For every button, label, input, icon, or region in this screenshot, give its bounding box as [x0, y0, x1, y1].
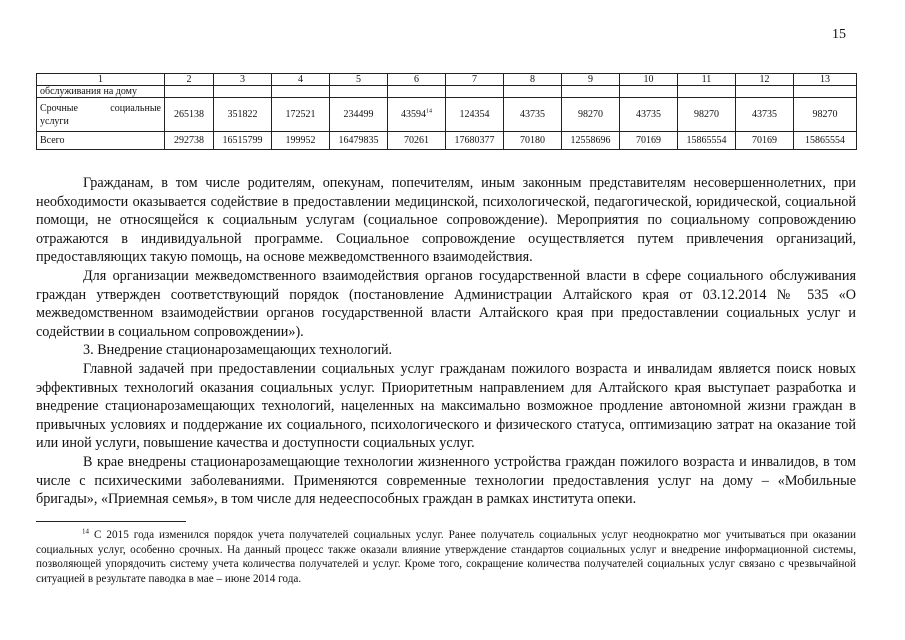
table-cell: 15865554 — [678, 132, 736, 150]
footnote-marker: 14 — [82, 527, 89, 536]
table-cell: 234499 — [330, 98, 388, 132]
column-number: 1 — [37, 74, 165, 86]
table-cell: 70169 — [736, 132, 794, 150]
column-number: 8 — [504, 74, 562, 86]
table-cell: 16515799 — [214, 132, 272, 150]
paragraph: Для организации межведомственного взаимодействия органов государственной власти в сфере социального обслуживания граждан утвержден соответствующий порядок (постановление Администрации Алтайского края от 03.12.2014 № 535 «О межведомственном взаимодействии органов государственной власти Алтайского края при предоставлении социальных услуг и содействии в социальном сопровождении»). — [36, 267, 856, 340]
table-cell: 98270 — [794, 98, 857, 132]
table-section-row — [37, 86, 857, 98]
table-cell: 351822 — [214, 98, 272, 132]
table-cell: 172521 — [272, 98, 330, 132]
table-cell: 15865554 — [794, 132, 857, 150]
table-cell: 199952 — [272, 132, 330, 150]
table-cell: 16479835 — [330, 132, 388, 150]
column-number: 11 — [678, 74, 736, 86]
table-row — [37, 98, 857, 132]
table-cell: 292738 — [165, 132, 214, 150]
column-number: 13 — [794, 74, 857, 86]
column-number: 6 — [388, 74, 446, 86]
table-cell-with-footnote — [388, 98, 446, 132]
table-cell: 17680377 — [446, 132, 504, 150]
table-cell: 98270 — [678, 98, 736, 132]
table-header-row — [37, 74, 857, 86]
table-cell: 98270 — [562, 98, 620, 132]
footnote-ref: 14 — [426, 108, 432, 115]
table-cell: 70169 — [620, 132, 678, 150]
column-number: 12 — [736, 74, 794, 86]
table-cell: 124354 — [446, 98, 504, 132]
footnote-divider — [36, 521, 186, 522]
row-label: Всего — [37, 132, 165, 150]
statistics-table — [36, 73, 857, 150]
column-number: 3 — [214, 74, 272, 86]
table-cell: 70180 — [504, 132, 562, 150]
table-cell: 43735 — [736, 98, 794, 132]
section-heading: 3. Внедрение стационарозамещающих технологий. — [83, 342, 393, 359]
paragraph: Гражданам, в том числе родителям, опекунам, попечителям, иным законным представителям несовершеннолетних, при необходимости оказывается содействие в предоставлении медицинской, психологической, педагогической, юридической, социальной помощи, не относящейся к социальным услугам (социальное сопровождение). Мероприятия по социальному сопровождению отражаются в индивидуальной программе. Социальное сопровождение осуществляется путем привлечения организаций, предоставляющих такую помощь, на основе межведомственного взаимодействия. — [36, 175, 856, 266]
column-number: 7 — [446, 74, 504, 86]
table-cell: 43735 — [620, 98, 678, 132]
table-cell: 43735 — [504, 98, 562, 132]
column-number: 4 — [272, 74, 330, 86]
row-label — [37, 98, 165, 132]
table-cell: 70261 — [388, 132, 446, 150]
page-number: 15 — [832, 27, 846, 42]
column-number: 10 — [620, 74, 678, 86]
table-row — [37, 132, 857, 150]
row-label-text: Срочные социальные услуги — [40, 102, 161, 127]
paragraph: В крае внедрены стационарозамещающие технологии жизненного устройства граждан пожилого возраста и инвалидов, в том числе с психическими заболеваниями. Применяются современные технологии предоставления услуг на дому – «Мобильные бригады», «Приемная семья», в том числе для недееспособных граждан в рамках института опеки. — [36, 453, 856, 508]
footnote — [36, 528, 856, 586]
body-text — [36, 174, 856, 509]
table-cell: 12558696 — [562, 132, 620, 150]
column-number: 2 — [165, 74, 214, 86]
paragraph: Главной задачей при предоставлении социальных услуг гражданам пожилого возраста и инвалидам является поиск новых эффективных технологий оказания социальных услуг. Приоритетным направлением для Алтайского края выступает разработка и внедрение стационарозамещающих технологий, нацеленных на максимально возможное продление автономной жизни граждан в привычных условиях и поддержание их социального, психологического и физического статуса, оптимизацию затрат на оказание той или иной услуги, повышение качества и доступности социальных услуг. — [36, 360, 856, 452]
section-label: обслуживания на дому — [37, 86, 165, 98]
cell-value: 43594 — [401, 109, 426, 120]
column-number: 5 — [330, 74, 388, 86]
footnote-text: С 2015 года изменился порядок учета получателей социальных услуг. Ранее получатель социальных услуг неоднократно мог учитываться при оказании социальных услуг, особенно срочных. На данный процесс также оказали влияние утверждение стандартов социальных услуг и внедрение информационной системы, позволяющей упорядочить систему учета количества получателей и услуг. Кроме того, сокращение количества получателей социальных услуг связано с чрезвычайной ситуацией в результате паводка в мае – июне 2014 года. — [36, 529, 856, 585]
column-number: 9 — [562, 74, 620, 86]
table-cell: 265138 — [165, 98, 214, 132]
